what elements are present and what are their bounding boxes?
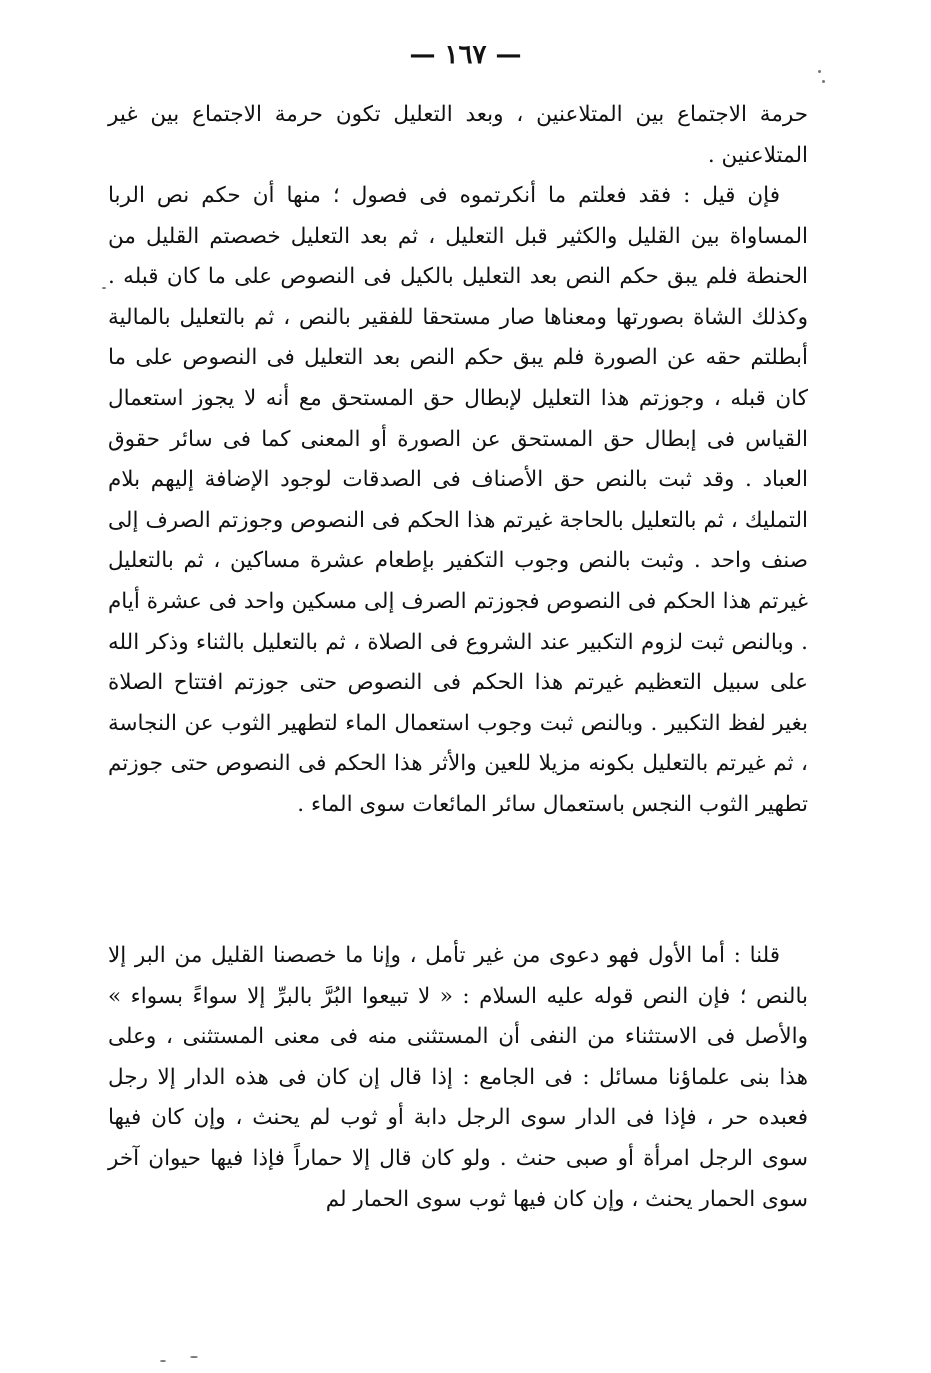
paragraph-text: فإن قيل : فقد فعلتم ما أنكرتموه فى فصول ؛ منها أن حكم نص الربا المساواة بين القليل والكثير قبل التعليل ، ثم بعد التعليل خصصتم القليل من الحنطة فلم يبق حكم النص بعد التعليل بالكيل فى النصوص على ما كان قبله . وكذلك الشاة بصورتها ومعناها صار مستحقا للفقير بالنص ، ثم بالتعليل بالمالية أبطلتم حقه عن الصورة فلم يبق حكم النص بعد التعليل فى النصوص على ما كان قبله ، وجوزتم هذا التعليل لإبطال حق المستحق مع أنه لا يجوز استعمال القياس فى إبطال حق المستحق عن الصورة أو المعنى كما فى سائر حقوق العباد . وقد ثبت بالنص حق الأصناف فى الصدقات لوجود الإضافة إليهم بلام التمليك ، ثم بالتعليل بالحاجة غيرتم هذا الحكم فى النصوص وجوزتم الصرف إلى صنف واحد . وثبت بالنص وجوب التكفير بإطعام عشرة مساكين ، ثم بالتعليل غيرتم هذا الحكم فى النصوص فجوزتم الصرف إلى مسكين واحد فى عشرة أيام . وبالنص ثبت لزوم التكبير عند الشروع فى الصلاة ، ثم بالتعليل بالثناء وذكر الله على سبيل التعظيم غيرتم هذا الحكم فى النصوص حتى جوزتم افتتاح الصلاة بغير لفظ التكبير . وبالنص ثبت وجوب استعمال الماء لتطهير الثوب عن النجاسة ، ثم غيرتم بالتعليل بكونه مزيلا للعين والأثر هذا الحكم فى النصوص حتى جوزتم تطهير الثوب النجس باستعمال سائر المائعات سوى الماء . [108, 183, 808, 817]
paragraph-text: قلنا : أما الأول فهو دعوى من غير تأمل ، وإنا ما خصصنا القليل من البر إلا بالنص ؛ فإن النص قوله عليه السلام : « لا تبيعوا البُرَّ بالبرِّ إلا سواءً بسواء » والأصل فى الاستثناء من النفى أن المستثنى منه فى معنى المستثنى ، وعلى هذا بنى علماؤنا مسائل : فى الجامع : إذا قال إن كان فى هذه الدار إلا رجل فعبده حر ، فإذا فى الدار سوى الرجل دابة أو ثوب لم يحنث ، وإن كان فيها سوى الرجل امرأة أو صبى حنث . ولو كان قال إلا حماراً فإذا فيها حيوان آخر سوى الحمار يحنث ، وإن كان فيها ثوب سوى الحمار لم [108, 943, 808, 1212]
paragraph-objection [108, 176, 808, 826]
scan-speck [190, 1356, 198, 1358]
page-number: — ١٦٧ — [409, 40, 522, 70]
scan-speck [822, 80, 825, 83]
scan-speck [818, 70, 821, 73]
scan-speck [102, 287, 106, 289]
paragraph-reply [108, 936, 808, 1220]
paragraph-continuation [108, 95, 808, 176]
scan-speck [160, 1360, 166, 1362]
paragraph-text: حرمة الاجتماع بين المتلاعنين ، وبعد التعليل تكون حرمة الاجتماع بين غير المتلاعنين . [108, 102, 808, 168]
